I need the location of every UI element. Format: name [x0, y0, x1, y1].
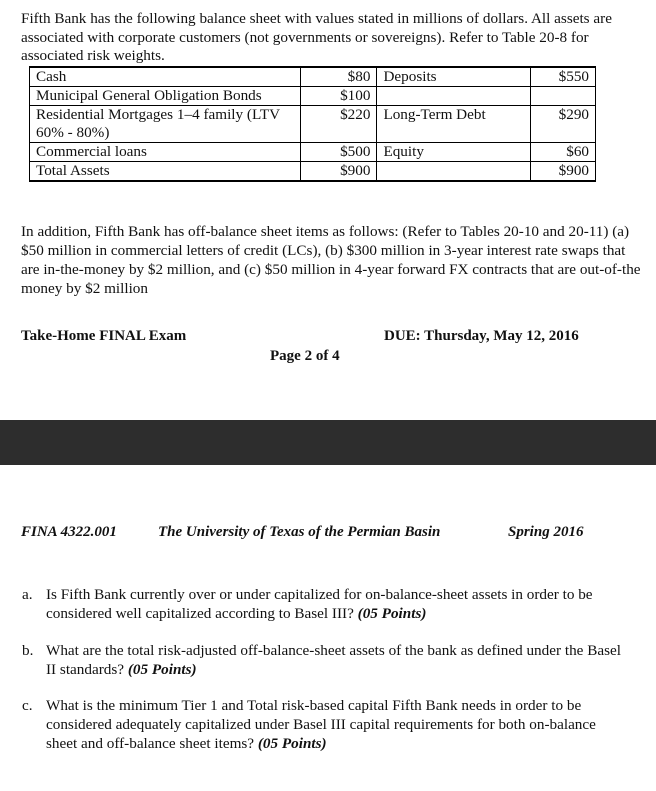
asset-amount: $100 [300, 87, 377, 106]
question-text: Is Fifth Bank currently over or under capitalized for on-balance-sheet assets in order to be considered well capitalized according to Basel III? [46, 586, 593, 622]
term: Spring 2016 [508, 524, 584, 540]
liability-label: Equity [377, 143, 530, 162]
table-row [30, 143, 596, 162]
question-text: What are the total risk-adjusted off-balance-sheet assets of the bank as defined under the Basel II standards? [46, 642, 621, 678]
asset-amount: $900 [300, 162, 377, 182]
question-letter: b. [22, 642, 34, 659]
liability-amount: $60 [530, 143, 595, 162]
due-date: DUE: Thursday, May 12, 2016 [384, 328, 579, 344]
liability-amount: $900 [530, 162, 595, 182]
asset-label: Residential Mortgages 1–4 family (LTV 60% - 80%) [30, 106, 301, 143]
asset-label: Cash [30, 67, 301, 87]
page-number: Page 2 of 4 [270, 348, 340, 364]
asset-label: Commercial loans [30, 143, 301, 162]
question-points: (05 Points) [357, 605, 427, 622]
table-row [30, 106, 596, 143]
question-a [22, 585, 622, 623]
liability-label: Long-Term Debt [377, 106, 530, 143]
page-3-top [0, 465, 656, 791]
asset-amount: $80 [300, 67, 377, 87]
exam-title: Take-Home FINAL Exam [21, 328, 187, 344]
question-letter: c. [22, 697, 33, 714]
balance-sheet-table [29, 66, 596, 182]
table-row [30, 87, 596, 106]
liability-amount: $550 [530, 67, 595, 87]
asset-amount: $220 [300, 106, 377, 143]
university-name: The University of Texas of the Permian Basin [158, 524, 441, 540]
asset-amount: $500 [300, 143, 377, 162]
question-points: (05 Points) [257, 735, 327, 752]
liability-label: Deposits [377, 67, 530, 87]
liability-amount: $290 [530, 106, 595, 143]
asset-label: Municipal General Obligation Bonds [30, 87, 301, 106]
table-row [30, 162, 596, 182]
question-letter: a. [22, 586, 33, 603]
question-points: (05 Points) [127, 661, 197, 678]
liability-label [377, 162, 530, 182]
off-balance-sheet-items: In addition, Fifth Bank has off-balance sheet items as follows: (Refer to Tables 20-10 and 20-11) (a) $50 million in commercial letters of credit (LCs), (b) $300 million in 3-year interest rate swaps that are in-the-money by $2 million, and (c) $50 million in 4-year forward FX contracts that are out-of-the money by $2 million [21, 223, 641, 297]
liability-label [377, 87, 530, 106]
question-b [22, 641, 622, 679]
page-separator [0, 420, 656, 465]
question-text: What is the minimum Tier 1 and Total risk-based capital Fifth Bank needs in order to be considered adequately capitalized under Basel III capital requirements for both on-balance sheet and off-balance sheet items? [46, 697, 596, 752]
asset-label: Total Assets [30, 162, 301, 182]
table-row [30, 67, 596, 87]
liability-amount [530, 87, 595, 106]
course-code: FINA 4322.001 [21, 524, 117, 540]
problem-intro: Fifth Bank has the following balance sheet with values stated in millions of dollars. All assets are associated with corporate customers (not governments or sovereigns). Refer to Table 20-8 for associated risk weights. [21, 10, 612, 64]
question-c [22, 696, 622, 753]
